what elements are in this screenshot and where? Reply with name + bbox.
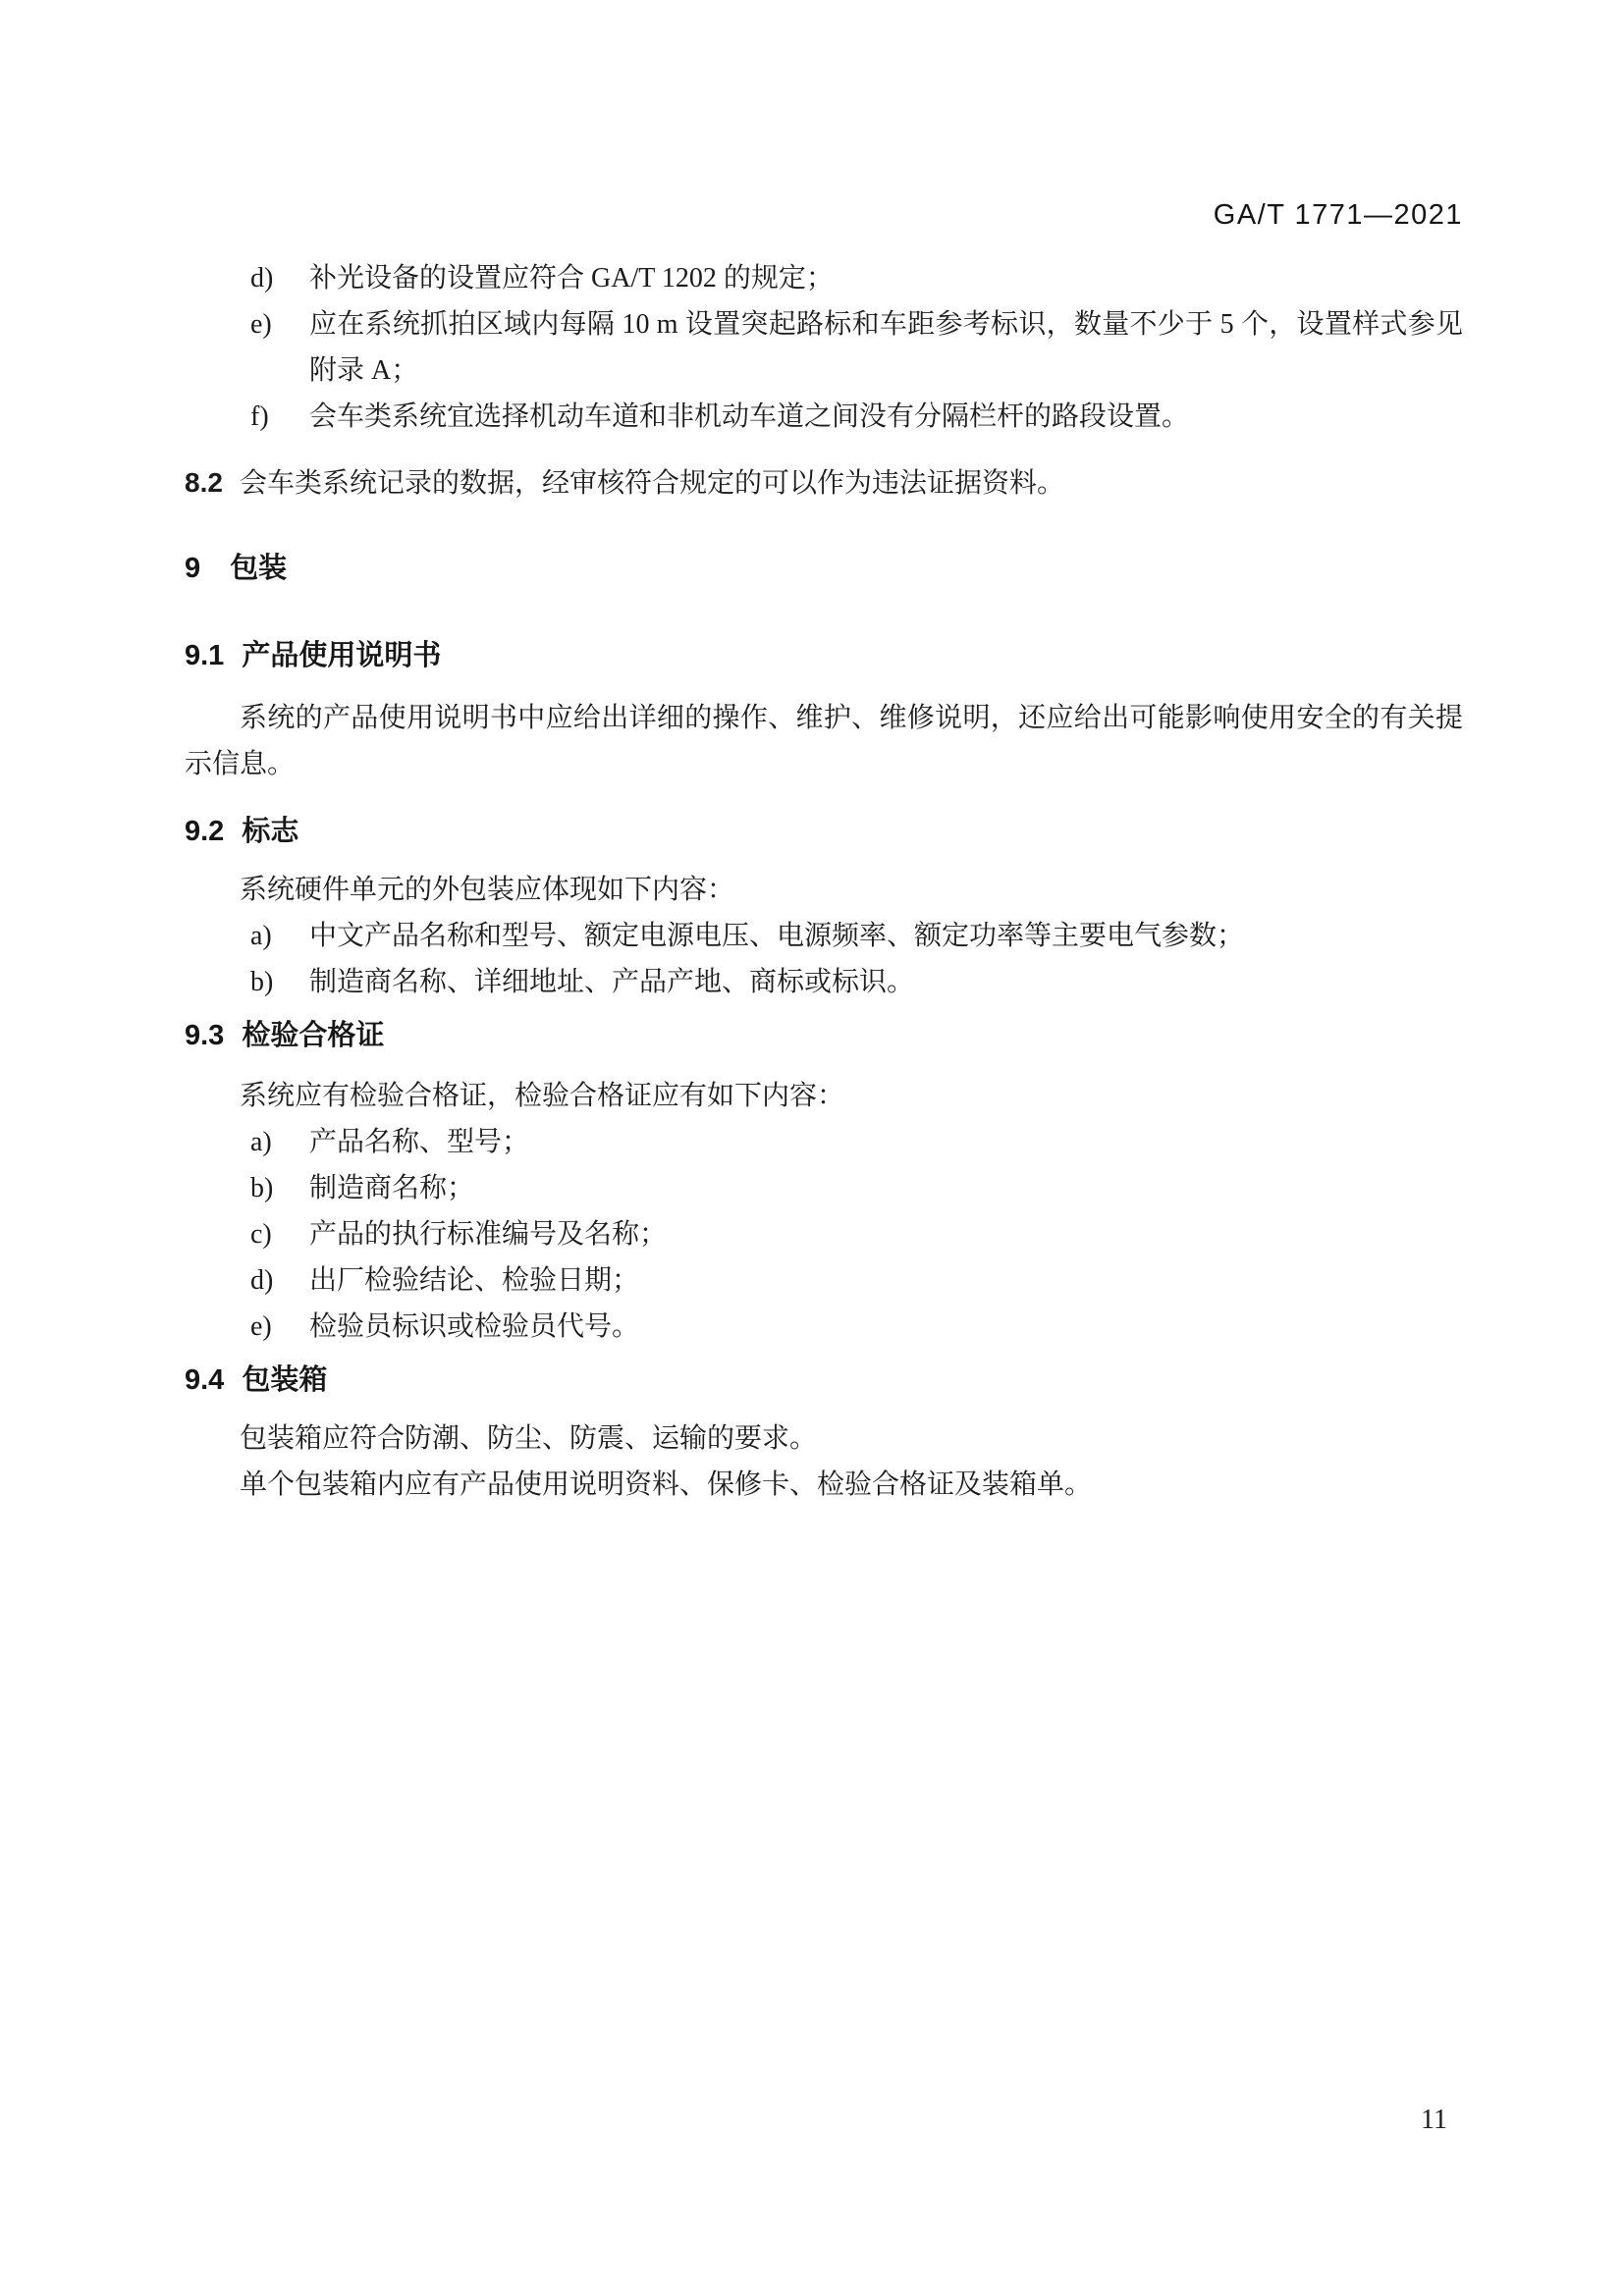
list-item (250, 1257, 1463, 1304)
section-9-3-heading (185, 1013, 1463, 1059)
page-number: 11 (1421, 2105, 1447, 2135)
list-item-text: 应在系统抓拍区域内每隔 10 m 设置突起路标和车距参考标识，数量不少于 5 个，设置样式参见附录 A； (309, 309, 1463, 386)
section-9-2-heading (185, 809, 1463, 855)
section-9-4-title: 包装箱 (242, 1364, 328, 1396)
list-item (250, 255, 1463, 301)
list-item (250, 1119, 1463, 1165)
section-9-1-paragraph: 系统的产品使用说明书中应给出详细的操作、维护、维修说明，还应给出可能影响使用安全的有关提示信息。 (185, 703, 1463, 779)
section-9-4-number: 9.4 (185, 1364, 225, 1396)
section-9-4-paragraph: 包装箱应符合防潮、防尘、防震、运输的要求。 (240, 1423, 818, 1454)
section-9-number: 9 (185, 553, 201, 584)
list-item-label: b) (250, 1173, 274, 1203)
doc-code: GA/T 1771—2021 (1213, 199, 1463, 231)
clause-8-2-number: 8.2 (185, 467, 223, 498)
list-item-text: 中文产品名称和型号、额定电源电压、电源频率、额定功率等主要电气参数； (309, 921, 1245, 951)
list-item-text: 出厂检验结论、检验日期； (309, 1265, 640, 1296)
list-item-label: e) (250, 1311, 272, 1342)
list-item (250, 1304, 1463, 1350)
clause-8-2-text: 会车类系统记录的数据，经审核符合规定的可以作为违法证据资料。 (239, 468, 1064, 499)
section-9-2-title: 标志 (242, 816, 299, 847)
section-9-1-number: 9.1 (185, 640, 225, 671)
list-item (250, 301, 1463, 394)
section-9-2-number: 9.2 (185, 816, 225, 847)
section-9-4-heading (185, 1358, 1463, 1404)
section-9-3-intro: 系统应有检验合格证，检验合格证应有如下内容： (240, 1081, 845, 1111)
list-item-label: b) (250, 967, 274, 997)
section-9-title: 包装 (230, 553, 288, 584)
list-item-label: d) (250, 1265, 274, 1296)
list-item-text: 制造商名称、详细地址、产品产地、商标或标识。 (309, 967, 915, 997)
list-item-label: d) (250, 263, 274, 294)
list-item-label: f) (250, 401, 269, 432)
list-item-text: 补光设备的设置应符合 GA/T 1202 的规定； (309, 263, 834, 294)
section-9-heading (185, 546, 1463, 592)
list-item-label: e) (250, 309, 272, 340)
list-item-label: c) (250, 1219, 272, 1250)
page-content (185, 255, 1463, 1508)
list-item-text: 会车类系统宜选择机动车道和非机动车道之间没有分隔栏杆的路段设置。 (309, 401, 1190, 432)
list-item (250, 913, 1463, 959)
section-9-2-intro: 系统硬件单元的外包装应体现如下内容： (240, 875, 735, 905)
list-item-label: a) (250, 1127, 272, 1157)
list-item-text: 产品名称、型号； (309, 1127, 530, 1157)
section-9-4-paragraph: 单个包装箱内应有产品使用说明资料、保修卡、检验合格证及装箱单。 (240, 1469, 1093, 1500)
list-item (250, 1165, 1463, 1211)
list-item (250, 959, 1463, 1005)
section-9-1-heading (185, 633, 1463, 679)
list-item (250, 1211, 1463, 1257)
clause-8-2-paragraph (185, 459, 1463, 507)
section-9-1-title: 产品使用说明书 (242, 640, 442, 671)
list-item (250, 394, 1463, 440)
section-9-3-number: 9.3 (185, 1020, 225, 1051)
section-9-3-title: 检验合格证 (242, 1020, 385, 1051)
list-item-text: 检验员标识或检验员代号。 (309, 1311, 640, 1342)
list-item-label: a) (250, 921, 272, 951)
list-item-text: 制造商名称； (309, 1173, 475, 1203)
list-item-text: 产品的执行标准编号及名称； (309, 1219, 668, 1250)
